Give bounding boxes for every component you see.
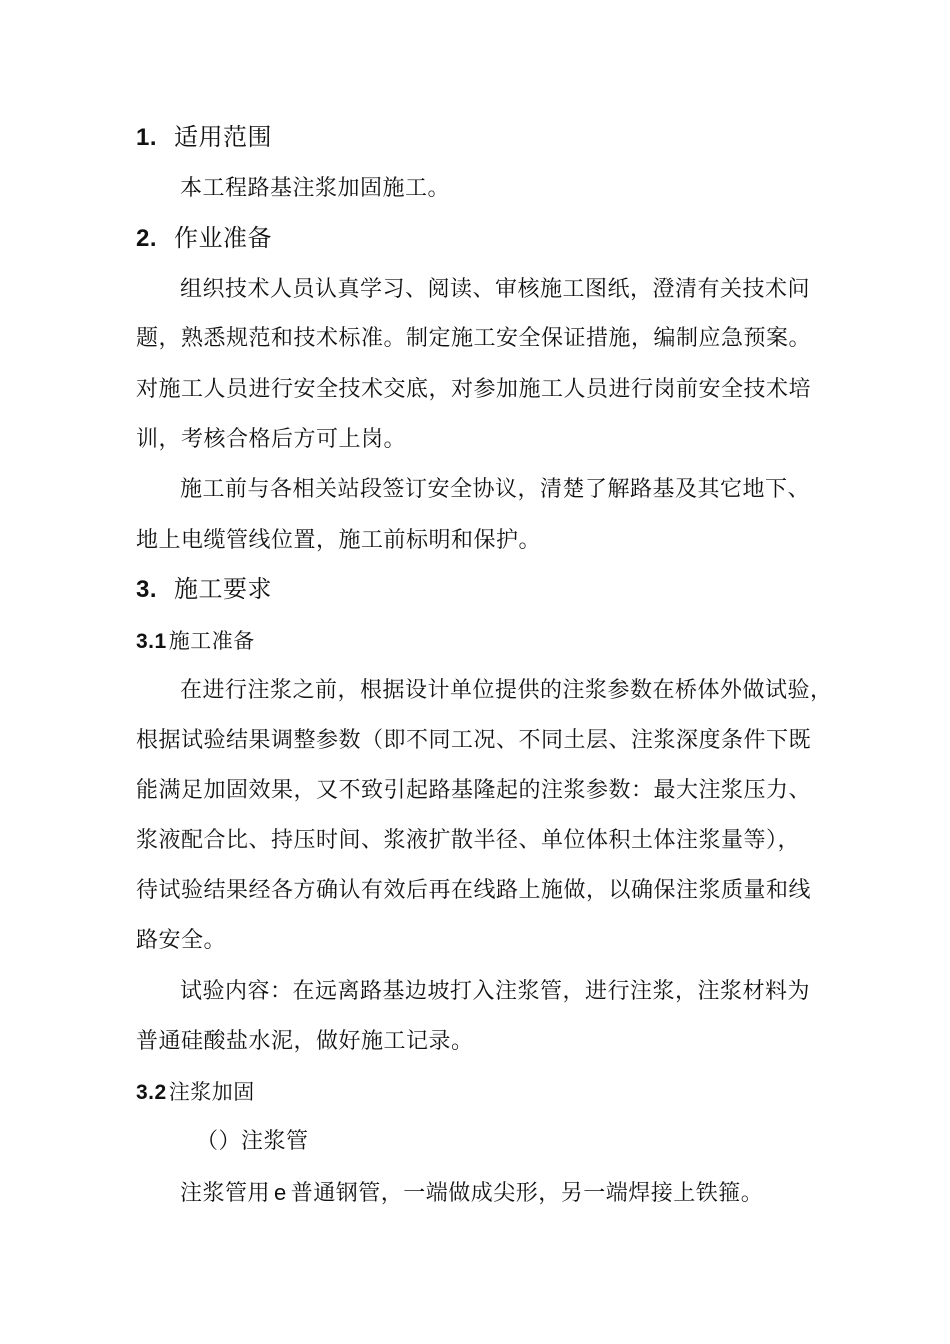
subsection-number: 3.2 xyxy=(136,1081,167,1104)
paragraph-line: 施工前与各相关站段签订安全协议，清楚了解路基及其它地下、 xyxy=(180,477,811,502)
paragraph-line: 地上电缆管线位置，施工前标明和保护。 xyxy=(136,528,542,553)
subsection-3-2-heading xyxy=(136,1077,255,1108)
section-2-heading xyxy=(136,222,272,255)
section-title: 施工要求 xyxy=(174,575,272,603)
paragraph-line: 浆液配合比、持压时间、浆液扩散半径、单位体积土体注浆量等）， xyxy=(136,828,801,853)
section-title: 作业准备 xyxy=(174,224,272,252)
paragraph-line: 组织技术人员认真学习、阅读、审核施工图纸，澄清有关技术问 xyxy=(180,277,811,302)
subsection-title: 注浆加固 xyxy=(168,1080,255,1104)
subsection-number: 3.1 xyxy=(136,630,167,653)
paragraph-line: 在进行注浆之前，根据设计单位提供的注浆参数在桥体外做试验， xyxy=(180,678,833,703)
paragraph-line: 能满足加固效果，又不致引起路基隆起的注浆参数：最大注浆压力、 xyxy=(136,778,812,803)
item-text-before: 注浆管用 xyxy=(180,1181,271,1206)
item-heading: （）注浆管 xyxy=(196,1129,309,1154)
paragraph-line: 待试验结果经各方确认有效后再在线路上施做，以确保注浆质量和线 xyxy=(136,878,812,903)
subsection-3-1-heading xyxy=(136,626,255,657)
section-number: 2. xyxy=(136,225,158,252)
paragraph-line: 训，考核合格后方可上岗。 xyxy=(136,427,407,452)
section-title: 适用范围 xyxy=(174,123,272,151)
subsection-title: 施工准备 xyxy=(168,629,255,653)
section-3-heading xyxy=(136,573,272,606)
paragraph-line: 根据试验结果调整参数（即不同工况、不同土层、注浆深度条件下既 xyxy=(136,728,812,753)
paragraph-line: 试验内容：在远离路基边坡打入注浆管，进行注浆，注浆材料为 xyxy=(180,979,811,1004)
paragraph-line: 对施工人员进行安全技术交底，对参加施工人员进行岗前安全技术培 xyxy=(136,377,812,402)
section-1-heading xyxy=(136,121,272,154)
paragraph-line: 题，熟悉规范和技术标准。制定施工安全保证措施，编制应急预案。 xyxy=(136,326,812,351)
section-number: 3. xyxy=(136,576,158,603)
item-text-after: 普通钢管，一端做成尖形，另一端焊接上铁箍。 xyxy=(290,1181,764,1206)
paragraph-line: 普通硅酸盐水泥，做好施工记录。 xyxy=(136,1029,474,1054)
paragraph-line: 路安全。 xyxy=(136,928,227,953)
item-text-symbol: e xyxy=(274,1180,287,1205)
paragraph-line: 本工程路基注浆加固施工。 xyxy=(180,176,451,201)
section-number: 1. xyxy=(136,124,158,151)
item-paragraph xyxy=(180,1178,763,1209)
